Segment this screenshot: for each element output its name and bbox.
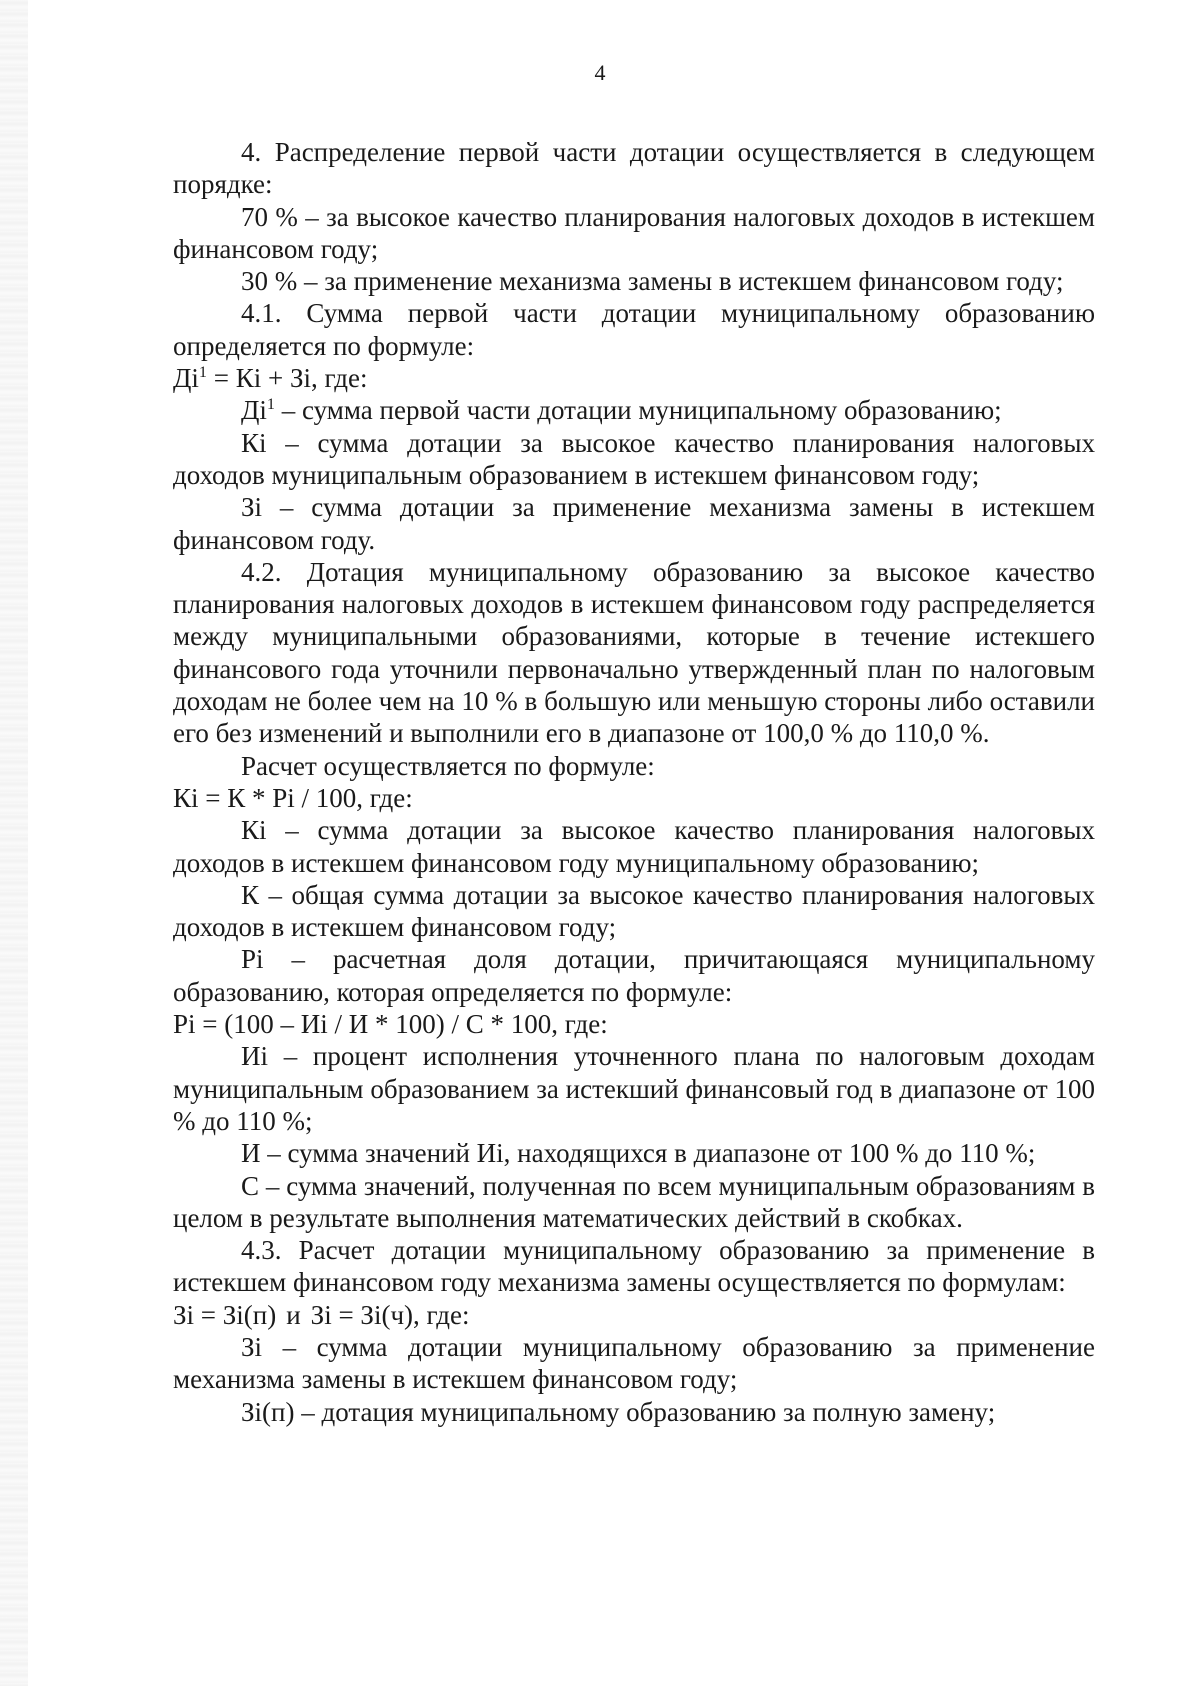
formula-zi-full: Зi = Зi(п) [173,1299,277,1330]
definition-di [173,394,1095,426]
formula-di-superscript: 1 [198,363,208,382]
document-body [173,136,1095,1428]
definition-ki: Кi – сумма дотации за высокое качество планирования налоговых доходов муниципальным образованием в истекшем финансовом году; [173,427,1095,490]
definition-di-term: Дi [241,395,267,426]
definition-i: И – сумма значений Иi, находящихся в диапазоне от 100 % до 110 %; [241,1138,1036,1169]
paragraph-4-2: 4.2. Дотация муниципальному образованию за высокое качество планирования налоговых доходов в истекшем финансовом году распределяется между муниципальными образованиями, которые в течение истекшего финансового года уточнили первоначально утвержденный план по налоговым доходам не более чем на 10 % в большую или меньшую стороны либо оставили его без изменений и выполнили его в диапазоне от 100,0 % до 110,0 %. [173,556,1095,749]
definition-di-superscript: 1 [266,395,276,414]
paragraph-calc-formula: Расчет осуществляется по формуле: [241,750,655,781]
definition-zi: Зi – сумма дотации за применение механизма замены в истекшем финансовом году. [173,492,1095,555]
page-number: 4 [594,60,606,85]
paragraph-70-percent: 70 % – за высокое качество планирования налоговых доходов в истекшем финансовом году; [173,201,1095,264]
definition-di-text: – сумма первой части дотации муниципальному образованию; [275,395,1002,426]
definition-zi-2: Зi – сумма дотации муниципальному образованию за применение механизма замены в истекшем финансовом году; [173,1331,1095,1395]
formula-pi: Pi = (100 – Иi / И * 100) / С * 100, где: [173,1009,608,1040]
formula-zi-and: и [286,1299,301,1330]
definition-ii: Иi – процент исполнения уточненного плана по налоговым доходам муниципальным образованием за истекший финансовый год в диапазоне от 100 % до 110 %; [173,1041,1095,1136]
definition-k: К – общая сумма дотации за высокое качество планирования налоговых доходов в истекшем финансовом году; [173,879,1095,943]
definition-c: С – сумма значений, полученная по всем муниципальным образованиям в целом в результате выполнения математических действий в скобках. [173,1170,1095,1233]
formula-zi [173,1299,1095,1331]
paragraph-4: 4. Распределение первой части дотации осуществляется в следующем порядке: [173,137,1095,200]
paragraph-30-percent: 30 % – за применение механизма замены в истекшем финансовом году; [241,266,1064,297]
definition-zi-full: Зi(п) – дотация муниципальному образованию за полную замену; [241,1396,996,1427]
formula-zi-partial: Зi = Зi(ч), где: [310,1299,470,1330]
paragraph-4-3: 4.3. Расчет дотации муниципальному образованию за применение в истекшем финансовом году механизма замены осуществляется по формулам: [173,1235,1095,1298]
formula-di [173,362,1095,394]
formula-di-lhs: Дi [173,363,199,394]
paragraph-4-1: 4.1. Сумма первой части дотации муниципальному образованию определяется по формуле: [173,298,1095,361]
definition-ki-2: Кi – сумма дотации за высокое качество планирования налоговых доходов в истекшем финансовом году муниципальному образованию; [173,815,1095,878]
formula-di-rhs: = Кi + Зi, где: [207,363,368,394]
formula-ki: Кi = К * Pi / 100, где: [173,782,413,813]
scan-edge-artifact [0,0,28,1686]
definition-pi: Pi – расчетная доля дотации, причитающаяся муниципальному образованию, которая определяется по формуле: [173,944,1095,1007]
